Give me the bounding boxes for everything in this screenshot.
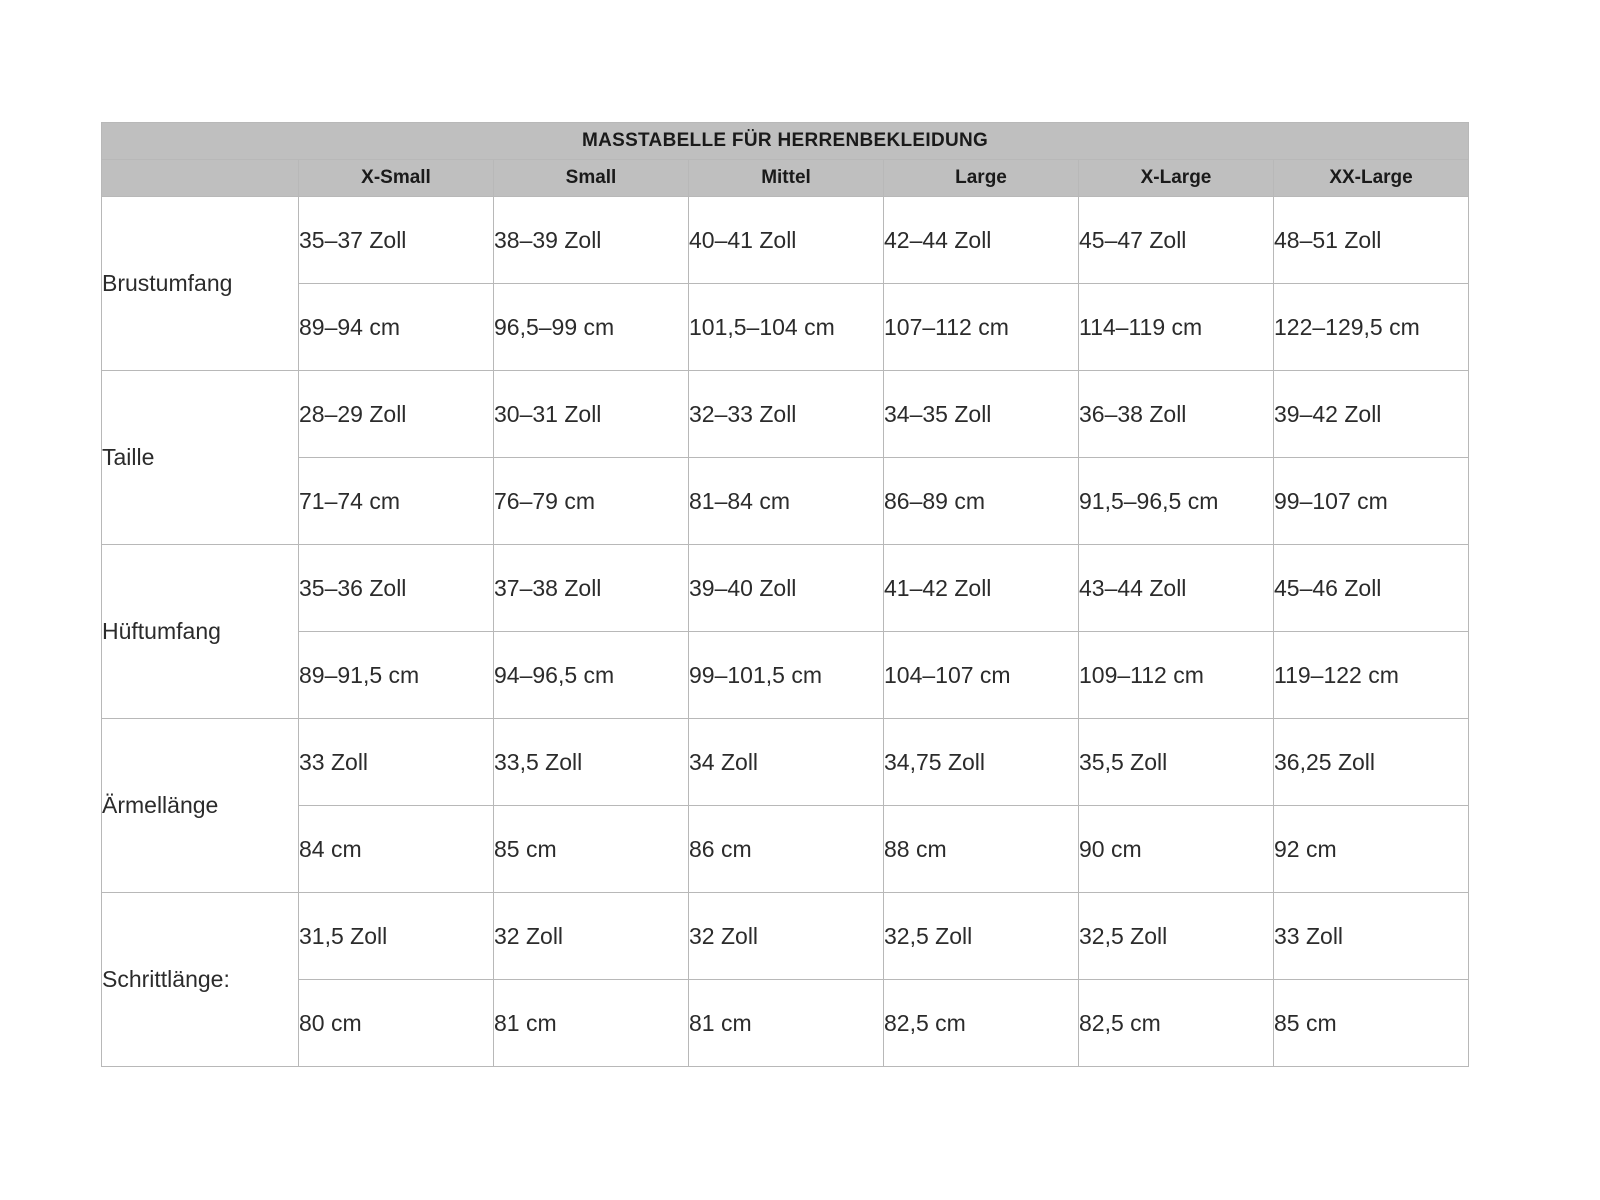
cell-schrittlaenge-zoll-x-small: 31,5 Zoll [299, 893, 494, 980]
cell-taille-zoll-xx-large: 39–42 Zoll [1274, 371, 1469, 458]
table-column-header-row [102, 160, 1469, 197]
cell-brustumfang-cm-small: 96,5–99 cm [494, 284, 689, 371]
table-body [102, 197, 1469, 1067]
table-row [102, 545, 1469, 632]
row-label-aermellaenge: Ärmellänge [102, 719, 299, 893]
cell-aermellaenge-cm-mittel: 86 cm [689, 806, 884, 893]
page-title: MASSTABELLE FÜR HERRENBEKLEIDUNG [102, 123, 1469, 160]
cell-taille-cm-x-large: 91,5–96,5 cm [1079, 458, 1274, 545]
table-row [102, 371, 1469, 458]
cell-aermellaenge-zoll-xx-large: 36,25 Zoll [1274, 719, 1469, 806]
cell-brustumfang-zoll-x-large: 45–47 Zoll [1079, 197, 1274, 284]
cell-schrittlaenge-zoll-mittel: 32 Zoll [689, 893, 884, 980]
cell-hueftumfang-cm-mittel: 99–101,5 cm [689, 632, 884, 719]
row-label-brustumfang: Brustumfang [102, 197, 299, 371]
cell-hueftumfang-zoll-xx-large: 45–46 Zoll [1274, 545, 1469, 632]
cell-taille-zoll-small: 30–31 Zoll [494, 371, 689, 458]
column-header-x-large: X-Large [1079, 160, 1274, 197]
cell-taille-zoll-mittel: 32–33 Zoll [689, 371, 884, 458]
cell-hueftumfang-zoll-x-large: 43–44 Zoll [1079, 545, 1274, 632]
cell-brustumfang-cm-large: 107–112 cm [884, 284, 1079, 371]
cell-aermellaenge-cm-large: 88 cm [884, 806, 1079, 893]
column-header-large: Large [884, 160, 1079, 197]
cell-taille-zoll-large: 34–35 Zoll [884, 371, 1079, 458]
table-row [102, 458, 1469, 545]
row-label-schrittlaenge: Schrittlänge: [102, 893, 299, 1067]
cell-hueftumfang-cm-large: 104–107 cm [884, 632, 1079, 719]
table-row [102, 806, 1469, 893]
cell-hueftumfang-cm-small: 94–96,5 cm [494, 632, 689, 719]
cell-taille-zoll-x-small: 28–29 Zoll [299, 371, 494, 458]
cell-hueftumfang-cm-x-small: 89–91,5 cm [299, 632, 494, 719]
column-header-mittel: Mittel [689, 160, 884, 197]
cell-aermellaenge-cm-xx-large: 92 cm [1274, 806, 1469, 893]
cell-aermellaenge-zoll-x-small: 33 Zoll [299, 719, 494, 806]
cell-schrittlaenge-cm-x-small: 80 cm [299, 980, 494, 1067]
cell-brustumfang-cm-mittel: 101,5–104 cm [689, 284, 884, 371]
cell-aermellaenge-zoll-x-large: 35,5 Zoll [1079, 719, 1274, 806]
cell-aermellaenge-cm-x-large: 90 cm [1079, 806, 1274, 893]
column-header-corner [102, 160, 299, 197]
cell-aermellaenge-zoll-large: 34,75 Zoll [884, 719, 1079, 806]
cell-hueftumfang-zoll-large: 41–42 Zoll [884, 545, 1079, 632]
cell-schrittlaenge-zoll-large: 32,5 Zoll [884, 893, 1079, 980]
table-row [102, 893, 1469, 980]
cell-taille-cm-mittel: 81–84 cm [689, 458, 884, 545]
size-chart-table [101, 122, 1469, 1067]
cell-schrittlaenge-cm-small: 81 cm [494, 980, 689, 1067]
cell-hueftumfang-zoll-x-small: 35–36 Zoll [299, 545, 494, 632]
cell-brustumfang-zoll-small: 38–39 Zoll [494, 197, 689, 284]
table-title-row [102, 123, 1469, 160]
table-row [102, 284, 1469, 371]
column-header-small: Small [494, 160, 689, 197]
cell-aermellaenge-cm-x-small: 84 cm [299, 806, 494, 893]
table-row [102, 980, 1469, 1067]
table-row [102, 632, 1469, 719]
row-label-taille: Taille [102, 371, 299, 545]
size-chart-container [101, 122, 1469, 1067]
cell-taille-cm-large: 86–89 cm [884, 458, 1079, 545]
cell-taille-cm-small: 76–79 cm [494, 458, 689, 545]
cell-hueftumfang-cm-x-large: 109–112 cm [1079, 632, 1274, 719]
cell-taille-cm-x-small: 71–74 cm [299, 458, 494, 545]
cell-brustumfang-zoll-mittel: 40–41 Zoll [689, 197, 884, 284]
cell-aermellaenge-zoll-small: 33,5 Zoll [494, 719, 689, 806]
table-row [102, 719, 1469, 806]
cell-schrittlaenge-cm-large: 82,5 cm [884, 980, 1079, 1067]
table-header [102, 123, 1469, 197]
cell-aermellaenge-cm-small: 85 cm [494, 806, 689, 893]
cell-schrittlaenge-cm-x-large: 82,5 cm [1079, 980, 1274, 1067]
table-row [102, 197, 1469, 284]
cell-schrittlaenge-cm-mittel: 81 cm [689, 980, 884, 1067]
cell-hueftumfang-zoll-small: 37–38 Zoll [494, 545, 689, 632]
row-label-hueftumfang: Hüftumfang [102, 545, 299, 719]
cell-schrittlaenge-zoll-x-large: 32,5 Zoll [1079, 893, 1274, 980]
cell-brustumfang-zoll-large: 42–44 Zoll [884, 197, 1079, 284]
cell-hueftumfang-zoll-mittel: 39–40 Zoll [689, 545, 884, 632]
column-header-xx-large: XX-Large [1274, 160, 1469, 197]
cell-hueftumfang-cm-xx-large: 119–122 cm [1274, 632, 1469, 719]
column-header-x-small: X-Small [299, 160, 494, 197]
cell-aermellaenge-zoll-mittel: 34 Zoll [689, 719, 884, 806]
cell-taille-cm-xx-large: 99–107 cm [1274, 458, 1469, 545]
cell-brustumfang-cm-xx-large: 122–129,5 cm [1274, 284, 1469, 371]
cell-brustumfang-zoll-xx-large: 48–51 Zoll [1274, 197, 1469, 284]
cell-brustumfang-cm-x-large: 114–119 cm [1079, 284, 1274, 371]
cell-schrittlaenge-zoll-xx-large: 33 Zoll [1274, 893, 1469, 980]
cell-taille-zoll-x-large: 36–38 Zoll [1079, 371, 1274, 458]
cell-schrittlaenge-zoll-small: 32 Zoll [494, 893, 689, 980]
cell-brustumfang-zoll-x-small: 35–37 Zoll [299, 197, 494, 284]
cell-schrittlaenge-cm-xx-large: 85 cm [1274, 980, 1469, 1067]
cell-brustumfang-cm-x-small: 89–94 cm [299, 284, 494, 371]
